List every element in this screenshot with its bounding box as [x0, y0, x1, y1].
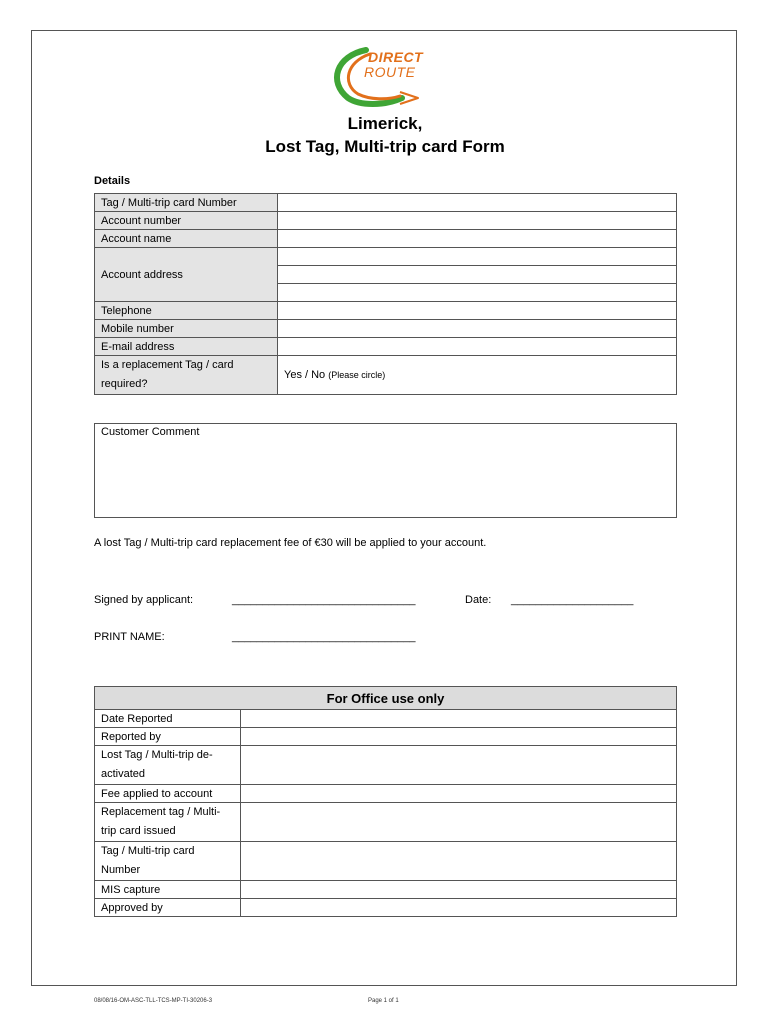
field-label: MIS capture [95, 881, 241, 899]
office-tag-number-field[interactable] [241, 842, 677, 881]
field-label: Telephone [95, 302, 278, 320]
page-title-location: Limerick, [347, 114, 423, 133]
account-number-field[interactable] [278, 212, 677, 230]
customer-comment-field[interactable] [94, 423, 677, 518]
field-label: Approved by [95, 899, 241, 917]
field-label: Tag / Multi-trip card Number [95, 194, 278, 212]
signed-label: Signed by applicant: [94, 594, 194, 606]
address-line-3-field[interactable] [278, 284, 677, 302]
tag-number-field[interactable] [278, 194, 677, 212]
office-use-table [94, 686, 677, 917]
table-row [95, 842, 677, 881]
approved-by-field[interactable] [241, 899, 677, 917]
reported-by-field[interactable] [241, 728, 677, 746]
fee-applied-field[interactable] [241, 785, 677, 803]
field-label: Account name [95, 230, 278, 248]
field-label: Fee applied to account [95, 785, 241, 803]
table-row [95, 746, 677, 785]
address-line-1-field[interactable] [278, 248, 677, 266]
field-label: Reported by [95, 728, 241, 746]
table-row [95, 302, 677, 320]
field-label: Account number [95, 212, 278, 230]
table-row [95, 899, 677, 917]
field-label: Account address [95, 248, 278, 302]
office-use-heading: For Office use only [95, 687, 677, 710]
field-label: Tag / Multi-trip card Number [95, 842, 241, 881]
signature-line[interactable]: ______________________________ [232, 594, 416, 606]
deactivated-field[interactable] [241, 746, 677, 785]
account-name-field[interactable] [278, 230, 677, 248]
field-label: E-mail address [95, 338, 278, 356]
field-label: Is a replacement Tag / card required? [95, 356, 278, 395]
field-label: Mobile number [95, 320, 278, 338]
table-header-row [95, 687, 677, 710]
mis-capture-field[interactable] [241, 881, 677, 899]
table-row [95, 194, 677, 212]
address-line-2-field[interactable] [278, 266, 677, 284]
details-heading: Details [94, 175, 131, 187]
table-row [95, 212, 677, 230]
footer-page-number: Page 1 of 1 [368, 998, 399, 1004]
field-label: Replacement tag / Multi-trip card issued [95, 803, 241, 842]
table-row [95, 710, 677, 728]
replacement-choice-field[interactable] [278, 356, 677, 395]
field-label: Date Reported [95, 710, 241, 728]
footer-reference: 08/08/16-OM-ASC-TLL-TCS-MP-TI-30206-3 [94, 998, 213, 1004]
table-row [95, 338, 677, 356]
table-row [95, 248, 677, 266]
mobile-field[interactable] [278, 320, 677, 338]
table-row [95, 230, 677, 248]
replacement-hint: (Please circle) [328, 370, 386, 380]
table-row [95, 356, 677, 395]
customer-comment-label: Customer Comment [101, 426, 200, 438]
details-table [94, 193, 677, 395]
table-row [95, 881, 677, 899]
table-row [95, 320, 677, 338]
replacement-issued-field[interactable] [241, 803, 677, 842]
logo-text-route: ROUTE [364, 64, 416, 80]
table-row [95, 728, 677, 746]
date-label: Date: [465, 594, 492, 606]
date-reported-field[interactable] [241, 710, 677, 728]
table-row [95, 785, 677, 803]
print-name-label: PRINT NAME: [94, 631, 165, 643]
field-label: Lost Tag / Multi-trip de-activated [95, 746, 241, 785]
logo-text-direct: DIRECT [368, 49, 424, 65]
table-row [95, 803, 677, 842]
email-field[interactable] [278, 338, 677, 356]
replacement-value: Yes / No [284, 369, 326, 381]
page-title: Lost Tag, Multi-trip card Form [265, 137, 505, 156]
date-line[interactable]: ____________________ [511, 594, 634, 606]
print-name-line[interactable]: ______________________________ [232, 631, 416, 643]
fee-notice: A lost Tag / Multi-trip card replacement fee of €30 will be applied to your account. [94, 537, 487, 549]
telephone-field[interactable] [278, 302, 677, 320]
